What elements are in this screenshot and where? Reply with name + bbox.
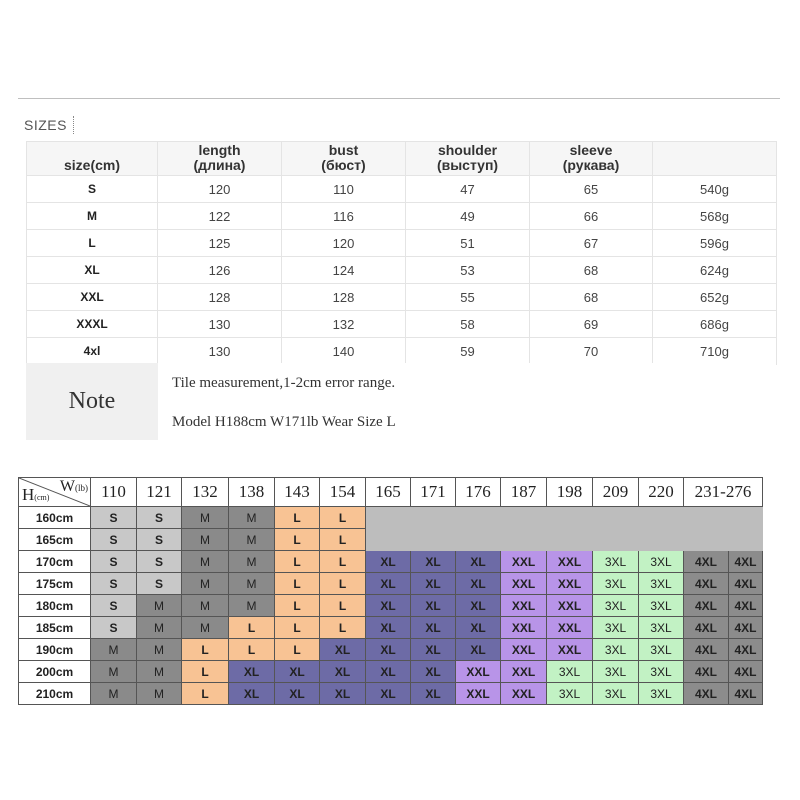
spec-cell-size: M (27, 203, 158, 230)
header-bust (282, 142, 406, 176)
size-cell: XL (411, 661, 456, 683)
size-cell: S (137, 529, 182, 551)
size-cell: XL (229, 683, 275, 705)
grid-row (19, 507, 763, 529)
size-cell: XXL (547, 551, 593, 573)
size-cell: XL (411, 639, 456, 661)
spec-header-row (27, 142, 777, 176)
size-cell: XXL (501, 595, 547, 617)
size-cell: XXL (547, 573, 593, 595)
size-cell: S (91, 507, 137, 529)
size-cell: M (229, 573, 275, 595)
size-cell: XXL (456, 661, 501, 683)
spec-cell-bust: 124 (282, 257, 406, 284)
size-cell: M (229, 551, 275, 573)
size-cell: XXL (501, 573, 547, 595)
corner-weight-label (60, 478, 88, 496)
size-cell: S (91, 551, 137, 573)
sizes-title (24, 116, 75, 134)
size-recommendation-grid (18, 477, 763, 705)
header-sleeve-ru: (рукава) (562, 157, 620, 173)
weight-header: 209 (593, 478, 639, 507)
title-separator (73, 116, 75, 134)
height-label: 175cm (19, 573, 91, 595)
size-cell: M (91, 683, 137, 705)
size-cell: 3XL (593, 551, 639, 573)
size-cell: XL (456, 551, 501, 573)
grid-row (19, 551, 763, 573)
size-cell: XL (366, 617, 411, 639)
spec-cell-sleeve: 70 (530, 338, 653, 365)
size-cell: 4XL (729, 683, 763, 705)
header-shoulder-ru: (выступ) (436, 157, 499, 173)
size-cell: 4XL (684, 595, 729, 617)
size-cell: L (275, 617, 320, 639)
height-label: 180cm (19, 595, 91, 617)
size-cell: L (182, 683, 229, 705)
spec-cell-length: 130 (158, 338, 282, 365)
size-cell: 3XL (547, 683, 593, 705)
size-cell: 3XL (639, 573, 684, 595)
spec-cell-bust: 132 (282, 311, 406, 338)
weight-header: 231-276 (684, 478, 763, 507)
size-cell: XXL (501, 617, 547, 639)
weight-header: 198 (547, 478, 593, 507)
size-cell: M (182, 551, 229, 573)
spec-cell-size: XXXL (27, 311, 158, 338)
size-cell: XL (411, 683, 456, 705)
header-length-ru: (длина) (193, 157, 246, 173)
size-cell: XXL (547, 639, 593, 661)
size-cell: 3XL (639, 683, 684, 705)
size-cell: XL (411, 551, 456, 573)
note-model-text: Model H188cm W171lb Wear Size L (172, 414, 396, 430)
empty-cell (366, 507, 763, 529)
header-sleeve (530, 142, 653, 176)
size-cell: L (275, 595, 320, 617)
height-label: 160cm (19, 507, 91, 529)
weight-header: 165 (366, 478, 411, 507)
weight-header: 143 (275, 478, 320, 507)
size-cell: L (229, 639, 275, 661)
size-cell: XXL (501, 683, 547, 705)
size-cell: M (182, 617, 229, 639)
size-cell: 3XL (593, 639, 639, 661)
size-cell: M (229, 507, 275, 529)
spec-cell-sleeve: 66 (530, 203, 653, 230)
size-cell: XL (411, 617, 456, 639)
spec-cell-size: XXL (27, 284, 158, 311)
size-cell: L (320, 529, 366, 551)
size-spec-table (26, 141, 777, 365)
size-cell: L (182, 661, 229, 683)
spec-cell-shoulder: 58 (406, 311, 530, 338)
size-cell: S (137, 573, 182, 595)
size-cell: XL (456, 573, 501, 595)
grid-row (19, 573, 763, 595)
grid-row (19, 529, 763, 551)
spec-cell-length: 125 (158, 230, 282, 257)
spec-cell-length: 130 (158, 311, 282, 338)
spec-cell-shoulder: 59 (406, 338, 530, 365)
spec-cell-weight: 710g (653, 338, 777, 365)
corner-height-label (22, 485, 49, 505)
size-cell: 4XL (729, 639, 763, 661)
size-cell: XL (366, 551, 411, 573)
size-cell: 3XL (593, 683, 639, 705)
spec-cell-weight: 652g (653, 284, 777, 311)
grid-row (19, 617, 763, 639)
spec-cell-sleeve: 68 (530, 257, 653, 284)
size-cell: XL (320, 683, 366, 705)
size-cell: M (229, 595, 275, 617)
size-cell: M (91, 639, 137, 661)
weight-header: 154 (320, 478, 366, 507)
size-cell: 4XL (729, 617, 763, 639)
header-sleeve-en: sleeve (569, 142, 613, 158)
size-cell: XL (320, 661, 366, 683)
size-cell: M (229, 529, 275, 551)
size-cell: L (275, 639, 320, 661)
height-label: 185cm (19, 617, 91, 639)
size-cell: 3XL (639, 639, 684, 661)
size-cell: XL (366, 595, 411, 617)
size-cell: L (275, 573, 320, 595)
size-cell: M (137, 639, 182, 661)
size-cell: 3XL (593, 661, 639, 683)
spec-cell-bust: 120 (282, 230, 406, 257)
size-cell: L (275, 507, 320, 529)
grid-row (19, 661, 763, 683)
header-shoulder-en: shoulder (437, 142, 498, 158)
size-cell: L (229, 617, 275, 639)
size-cell: L (182, 639, 229, 661)
size-cell: L (320, 595, 366, 617)
spec-cell-shoulder: 51 (406, 230, 530, 257)
header-bust-en: bust (328, 142, 359, 158)
sizes-title-text: SIZES (24, 117, 67, 133)
size-cell: XL (320, 639, 366, 661)
size-cell: 3XL (639, 661, 684, 683)
size-cell: M (182, 507, 229, 529)
corner-w-letter: W (59, 478, 75, 495)
size-cell: 4XL (729, 573, 763, 595)
header-shoulder (406, 142, 530, 176)
weight-header: 220 (639, 478, 684, 507)
spec-cell-length: 128 (158, 284, 282, 311)
spec-cell-bust: 128 (282, 284, 406, 311)
spec-cell-shoulder: 47 (406, 176, 530, 203)
size-cell: XXL (501, 639, 547, 661)
header-size (27, 142, 158, 176)
size-cell: M (137, 661, 182, 683)
size-cell: 4XL (684, 661, 729, 683)
size-cell: S (137, 507, 182, 529)
size-cell: L (320, 551, 366, 573)
corner-h-unit: (cm) (34, 493, 50, 502)
spec-cell-sleeve: 67 (530, 230, 653, 257)
grid-row (19, 595, 763, 617)
spec-cell-shoulder: 55 (406, 284, 530, 311)
spec-cell-length: 122 (158, 203, 282, 230)
spec-cell-length: 120 (158, 176, 282, 203)
note-label: Note (26, 363, 158, 440)
spec-row (27, 257, 777, 284)
size-cell: M (91, 661, 137, 683)
spec-row (27, 176, 777, 203)
size-cell: XL (456, 595, 501, 617)
spec-cell-size: 4xl (27, 338, 158, 365)
size-cell: 3XL (593, 573, 639, 595)
spec-cell-sleeve: 65 (530, 176, 653, 203)
spec-cell-bust: 116 (282, 203, 406, 230)
grid-row (19, 683, 763, 705)
note-box (26, 363, 776, 440)
size-cell: 4XL (729, 595, 763, 617)
size-cell: L (320, 617, 366, 639)
size-cell: S (91, 573, 137, 595)
size-cell: XL (456, 639, 501, 661)
spec-cell-size: S (27, 176, 158, 203)
height-label: 170cm (19, 551, 91, 573)
spec-cell-sleeve: 68 (530, 284, 653, 311)
size-cell: M (137, 683, 182, 705)
spec-cell-weight: 568g (653, 203, 777, 230)
size-cell: XXL (547, 595, 593, 617)
size-cell: XXL (501, 551, 547, 573)
size-cell: M (182, 595, 229, 617)
size-cell: 4XL (729, 551, 763, 573)
size-cell: L (320, 573, 366, 595)
size-cell: 3XL (639, 595, 684, 617)
spec-cell-weight: 624g (653, 257, 777, 284)
weight-header: 121 (137, 478, 182, 507)
size-cell: XXL (456, 683, 501, 705)
weight-header: 138 (229, 478, 275, 507)
size-cell: M (137, 595, 182, 617)
header-length-en: length (198, 142, 241, 158)
spec-row (27, 230, 777, 257)
size-cell: M (182, 573, 229, 595)
size-cell: XL (275, 683, 320, 705)
header-size-en: size(cm) (63, 157, 121, 173)
size-cell: S (91, 617, 137, 639)
corner-h-letter: H (22, 485, 35, 504)
size-cell: 4XL (684, 639, 729, 661)
grid-row (19, 639, 763, 661)
spec-cell-bust: 140 (282, 338, 406, 365)
height-label: 210cm (19, 683, 91, 705)
top-divider (18, 98, 780, 99)
size-cell: 4XL (729, 661, 763, 683)
header-bust-ru: (бюст) (321, 157, 366, 173)
size-cell: M (182, 529, 229, 551)
header-weight (653, 142, 777, 176)
spec-row (27, 311, 777, 338)
size-cell: 4XL (684, 573, 729, 595)
spec-cell-length: 126 (158, 257, 282, 284)
size-cell: L (275, 551, 320, 573)
header-length (158, 142, 282, 176)
height-label: 190cm (19, 639, 91, 661)
spec-cell-shoulder: 53 (406, 257, 530, 284)
size-cell: XL (366, 639, 411, 661)
size-cell: 3XL (639, 617, 684, 639)
size-cell: XL (275, 661, 320, 683)
spec-cell-size: XL (27, 257, 158, 284)
note-measurement-text: Tile measurement,1-2cm error range. (172, 375, 396, 391)
size-cell: XL (366, 573, 411, 595)
size-cell: 4XL (684, 683, 729, 705)
size-cell: S (137, 551, 182, 573)
size-cell: XXL (547, 617, 593, 639)
weight-header: 187 (501, 478, 547, 507)
size-cell: 3XL (593, 595, 639, 617)
height-label: 200cm (19, 661, 91, 683)
size-cell: XL (366, 661, 411, 683)
size-cell: XL (411, 573, 456, 595)
weight-header: 110 (91, 478, 137, 507)
spec-cell-weight: 540g (653, 176, 777, 203)
spec-cell-shoulder: 49 (406, 203, 530, 230)
size-cell: M (137, 617, 182, 639)
corner-w-unit: (lb) (75, 483, 88, 493)
size-cell: XL (456, 617, 501, 639)
spec-row (27, 284, 777, 311)
weight-header: 176 (456, 478, 501, 507)
height-label: 165cm (19, 529, 91, 551)
size-cell: XL (411, 595, 456, 617)
size-cell: 4XL (684, 617, 729, 639)
size-cell: XXL (501, 661, 547, 683)
size-cell: S (91, 595, 137, 617)
size-cell: XL (366, 683, 411, 705)
size-cell: 3XL (547, 661, 593, 683)
spec-cell-size: L (27, 230, 158, 257)
spec-cell-weight: 596g (653, 230, 777, 257)
spec-cell-weight: 686g (653, 311, 777, 338)
size-cell: 4XL (684, 551, 729, 573)
spec-cell-bust: 110 (282, 176, 406, 203)
size-cell: 3XL (593, 617, 639, 639)
weight-header: 132 (182, 478, 229, 507)
spec-row (27, 338, 777, 365)
weight-header: 171 (411, 478, 456, 507)
size-cell: XL (229, 661, 275, 683)
size-cell: S (91, 529, 137, 551)
spec-cell-sleeve: 69 (530, 311, 653, 338)
weight-header-row (19, 478, 763, 507)
spec-row (27, 203, 777, 230)
size-cell: 3XL (639, 551, 684, 573)
size-cell: L (275, 529, 320, 551)
size-cell: L (320, 507, 366, 529)
empty-cell (366, 529, 763, 551)
height-weight-corner (19, 478, 91, 507)
